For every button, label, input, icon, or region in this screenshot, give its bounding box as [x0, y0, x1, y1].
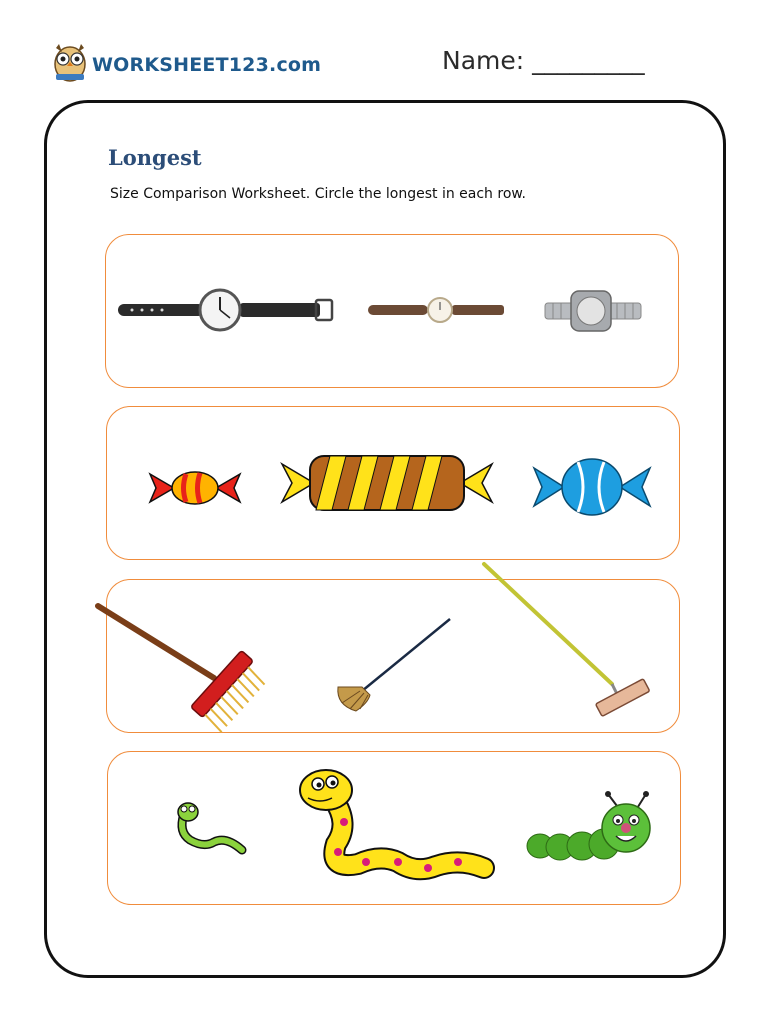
long-candy-icon[interactable]: [280, 452, 494, 514]
small-candy-icon[interactable]: [148, 468, 242, 508]
worksheet-title: Longest: [108, 145, 202, 170]
medium-watch-icon[interactable]: [368, 297, 508, 323]
worksheet-instructions: Size Comparison Worksheet. Circle the longest in each row.: [110, 186, 527, 202]
owl-logo-icon: [50, 40, 90, 84]
long-snake-icon[interactable]: [296, 766, 490, 890]
push-broom-icon[interactable]: [94, 600, 266, 726]
small-snake-icon[interactable]: [172, 800, 248, 858]
name-field-label: Name: _________: [442, 46, 645, 75]
long-watch-icon[interactable]: [118, 288, 336, 332]
site-logo: [50, 40, 340, 90]
logo-text: WORKSHEET123.com: [92, 54, 322, 76]
long-mop-icon[interactable]: [478, 558, 656, 724]
medium-candy-icon[interactable]: [532, 456, 652, 518]
caterpillar-icon[interactable]: [524, 790, 666, 866]
small-broom-icon[interactable]: [334, 615, 456, 713]
short-watch-icon[interactable]: [545, 290, 641, 332]
